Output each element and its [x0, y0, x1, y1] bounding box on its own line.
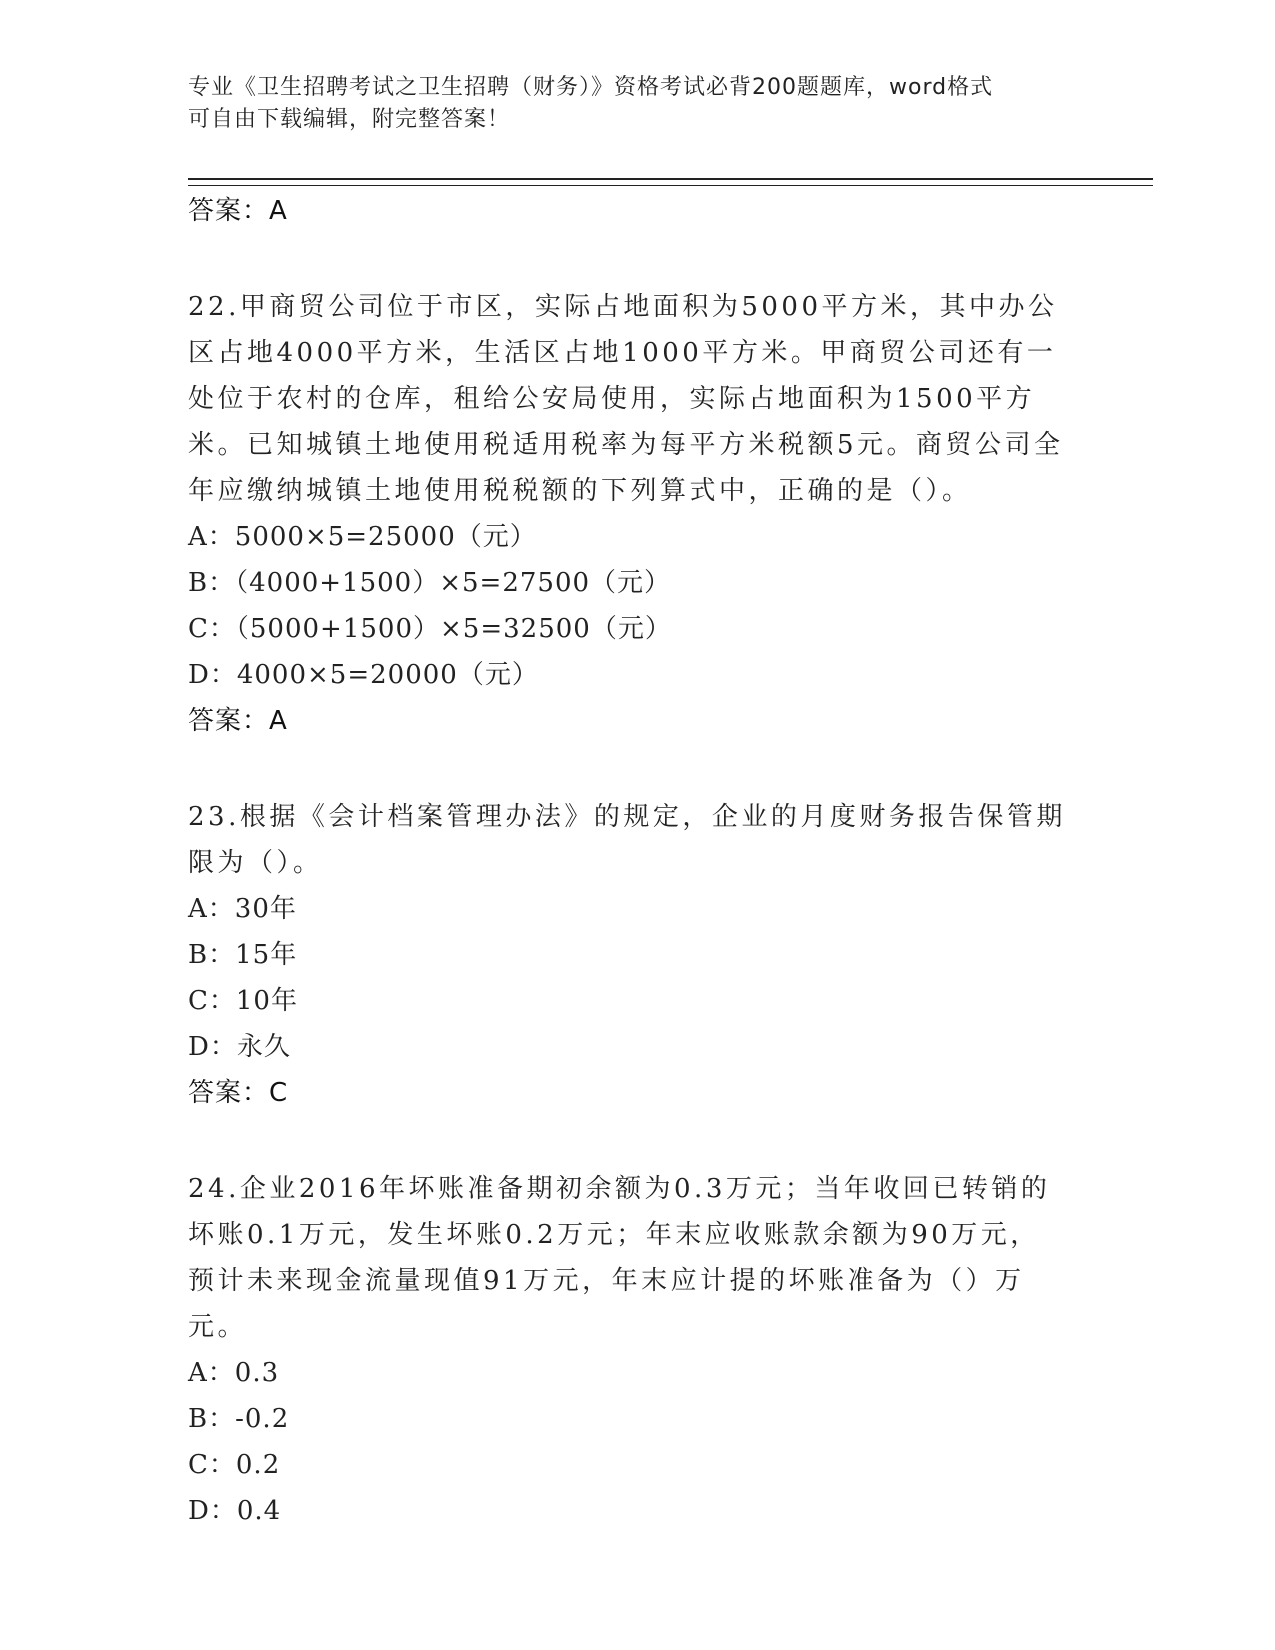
header-line-1: 专业《卫生招聘考试之卫生招聘（财务）》资格考试必背200题题库，word格式	[188, 75, 994, 100]
answer-line: 答案：A	[188, 196, 288, 226]
option-a: A：30年	[188, 894, 297, 924]
option-c: C：（5000+1500）×5=32500（元）	[188, 614, 672, 644]
answer-line: 答案：C	[188, 1078, 289, 1108]
question-list	[188, 188, 1088, 1534]
option-b: B：15年	[188, 940, 298, 970]
question-block	[188, 1166, 1088, 1534]
question-block	[188, 284, 1088, 744]
option-c: C：0.2	[188, 1450, 281, 1480]
page-header	[188, 72, 1068, 136]
header-line-2: 可自由下载编辑，附完整答案！	[188, 107, 511, 132]
option-d: D：0.4	[188, 1496, 282, 1526]
option-b: B：-0.2	[188, 1404, 290, 1434]
header-divider	[188, 178, 1153, 186]
question-block	[188, 794, 1088, 1116]
question-text: 22.甲商贸公司位于市区，实际占地面积为5000平方米，其中办公区占地4000平方米，生活区占地1000平方米。甲商贸公司还有一处位于农村的仓库，租给公安局使用，实际占地面积为1500平方米。已知城镇土地使用税适用税率为每平方米税额5元。商贸公司全年应缴纳城镇土地使用税税额的下列算式中，正确的是（）。	[188, 292, 1064, 506]
option-d: D：4000×5=20000（元）	[188, 660, 539, 690]
option-a: A：5000×5=25000（元）	[188, 522, 537, 552]
option-b: B：（4000+1500）×5=27500（元）	[188, 568, 672, 598]
question-text: 24.企业2016年坏账准备期初余额为0.3万元；当年收回已转销的坏账0.1万元，发生坏账0.2万元；年末应收账款余额为90万元，预计未来现金流量现值91万元，年末应计提的坏账准备为（）万元。	[188, 1174, 1051, 1342]
answer-line: 答案：A	[188, 706, 288, 736]
option-a: A：0.3	[188, 1358, 280, 1388]
question-text: 23.根据《会计档案管理办法》的规定，企业的月度财务报告保管期限为（）。	[188, 802, 1066, 878]
option-c: C：10年	[188, 986, 298, 1016]
option-d: D：永久	[188, 1032, 291, 1062]
